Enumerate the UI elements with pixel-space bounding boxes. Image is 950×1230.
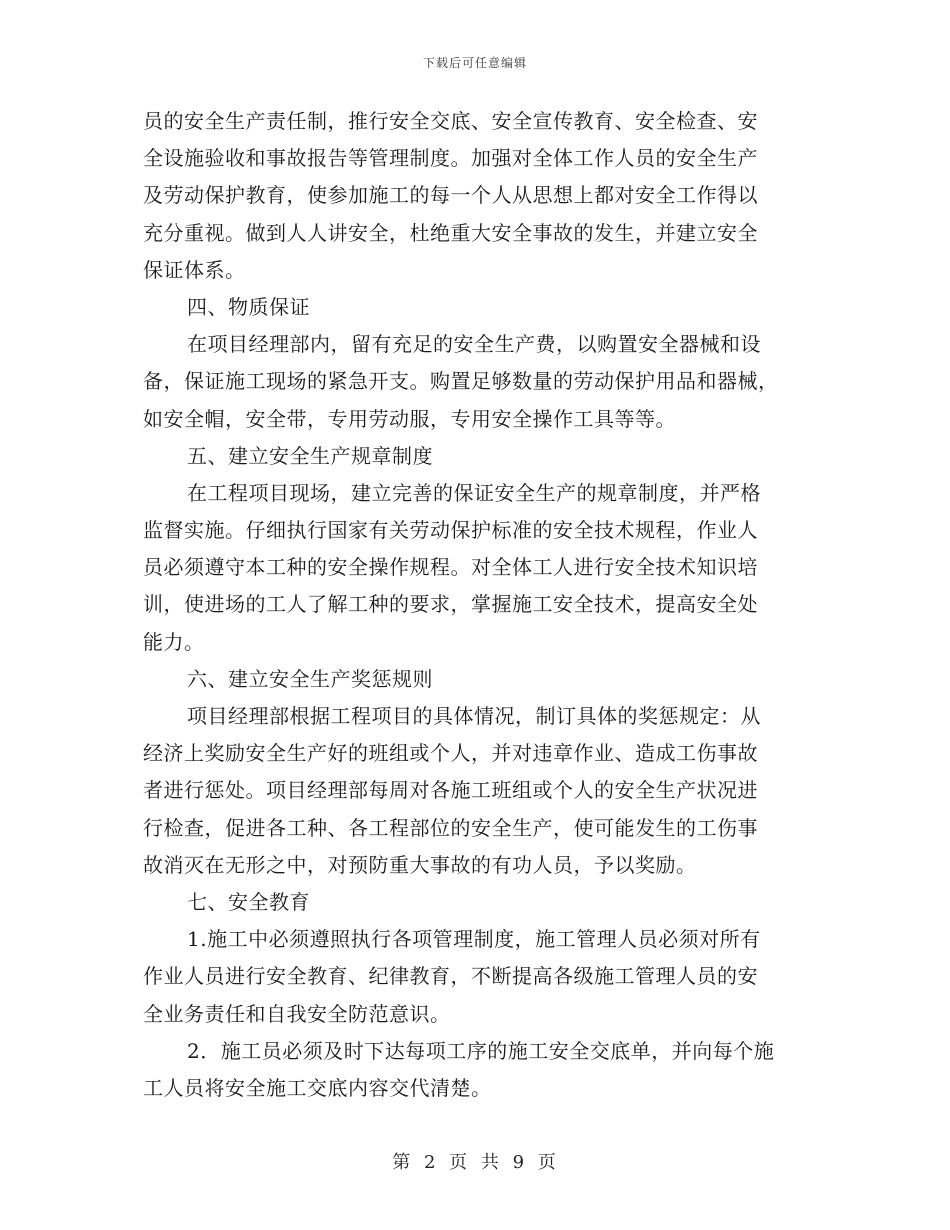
text-line: 2．施工员必须及时下达每项工序的施工安全交底单，并向每个施 <box>187 1038 775 1063</box>
text-line: 保证体系。 <box>143 257 246 282</box>
text-line: 在工程项目现场，建立完善的保证安全生产的规章制度，并严格 <box>187 480 761 505</box>
text-line: 全业务责任和自我安全防范意识。 <box>143 1001 451 1026</box>
text-line: 能力。 <box>143 629 205 654</box>
text-line: 及劳动保护教育，使参加施工的每一个人从思想上都对安全工作得以 <box>143 183 758 208</box>
text-line: 备，保证施工现场的紧急开支。购置足够数量的劳动保护用品和器械， <box>143 369 779 394</box>
text-line: 经济上奖励安全生产好的班组或个人，并对违章作业、造成工伤事故 <box>143 741 758 766</box>
text-line: 在项目经理部内，留有充足的安全生产费，以购置安全器械和设 <box>187 332 761 357</box>
text-line: 全设施验收和事故报告等管理制度。加强对全体工作人员的安全生产 <box>143 146 758 171</box>
text-line: 行检查，促进各工种、各工程部位的安全生产，使可能发生的工伤事 <box>143 815 758 840</box>
text-line: 工人员将安全施工交底内容交代清楚。 <box>143 1075 492 1100</box>
section-heading: 四、物质保证 <box>187 294 310 319</box>
text-line: 作业人员进行安全教育、纪律教育，不断提高各级施工管理人员的安 <box>143 964 758 989</box>
section-heading: 五、建立安全生产规章制度 <box>187 443 433 468</box>
text-line: 1.施工中必须遵照执行各项管理制度，施工管理人员必须对所有 <box>187 927 761 952</box>
section-heading: 六、建立安全生产奖惩规则 <box>187 666 433 691</box>
text-line: 监督实施。仔细执行国家有关劳动保护标准的安全技术规程，作业人 <box>143 518 758 543</box>
document-body <box>143 103 813 1107</box>
page-number: 第 2 页 共 9 页 <box>392 1152 558 1173</box>
text-line: 员的安全生产责任制，推行安全交底、安全宣传教育、安全检查、安 <box>143 109 758 133</box>
text-line: 故消灭在无形之中，对预防重大事故的有功人员，予以奖励。 <box>143 852 697 877</box>
text-line: 员必须遵守本工种的安全操作规程。对全体工人进行安全技术知识培 <box>143 555 758 580</box>
section-heading: 七、安全教育 <box>187 889 310 914</box>
text-line: 项目经理部根据工程项目的具体情况，制订具体的奖惩规定：从 <box>187 704 761 728</box>
text-line: 训，使进场的工人了解工种的要求，掌握施工安全技术，提高安全处 <box>143 592 758 617</box>
text-line: 者进行惩处。项目经理部每周对各施工班组或个人的安全生产状况进 <box>143 778 758 803</box>
text-line: 充分重视。做到人人讲安全，杜绝重大安全事故的发生，并建立安全 <box>143 220 758 245</box>
text-line: 如安全帽，安全带，专用劳动服，专用安全操作工具等等。 <box>143 406 676 431</box>
page-header: 下载后可任意编辑 <box>422 56 527 70</box>
